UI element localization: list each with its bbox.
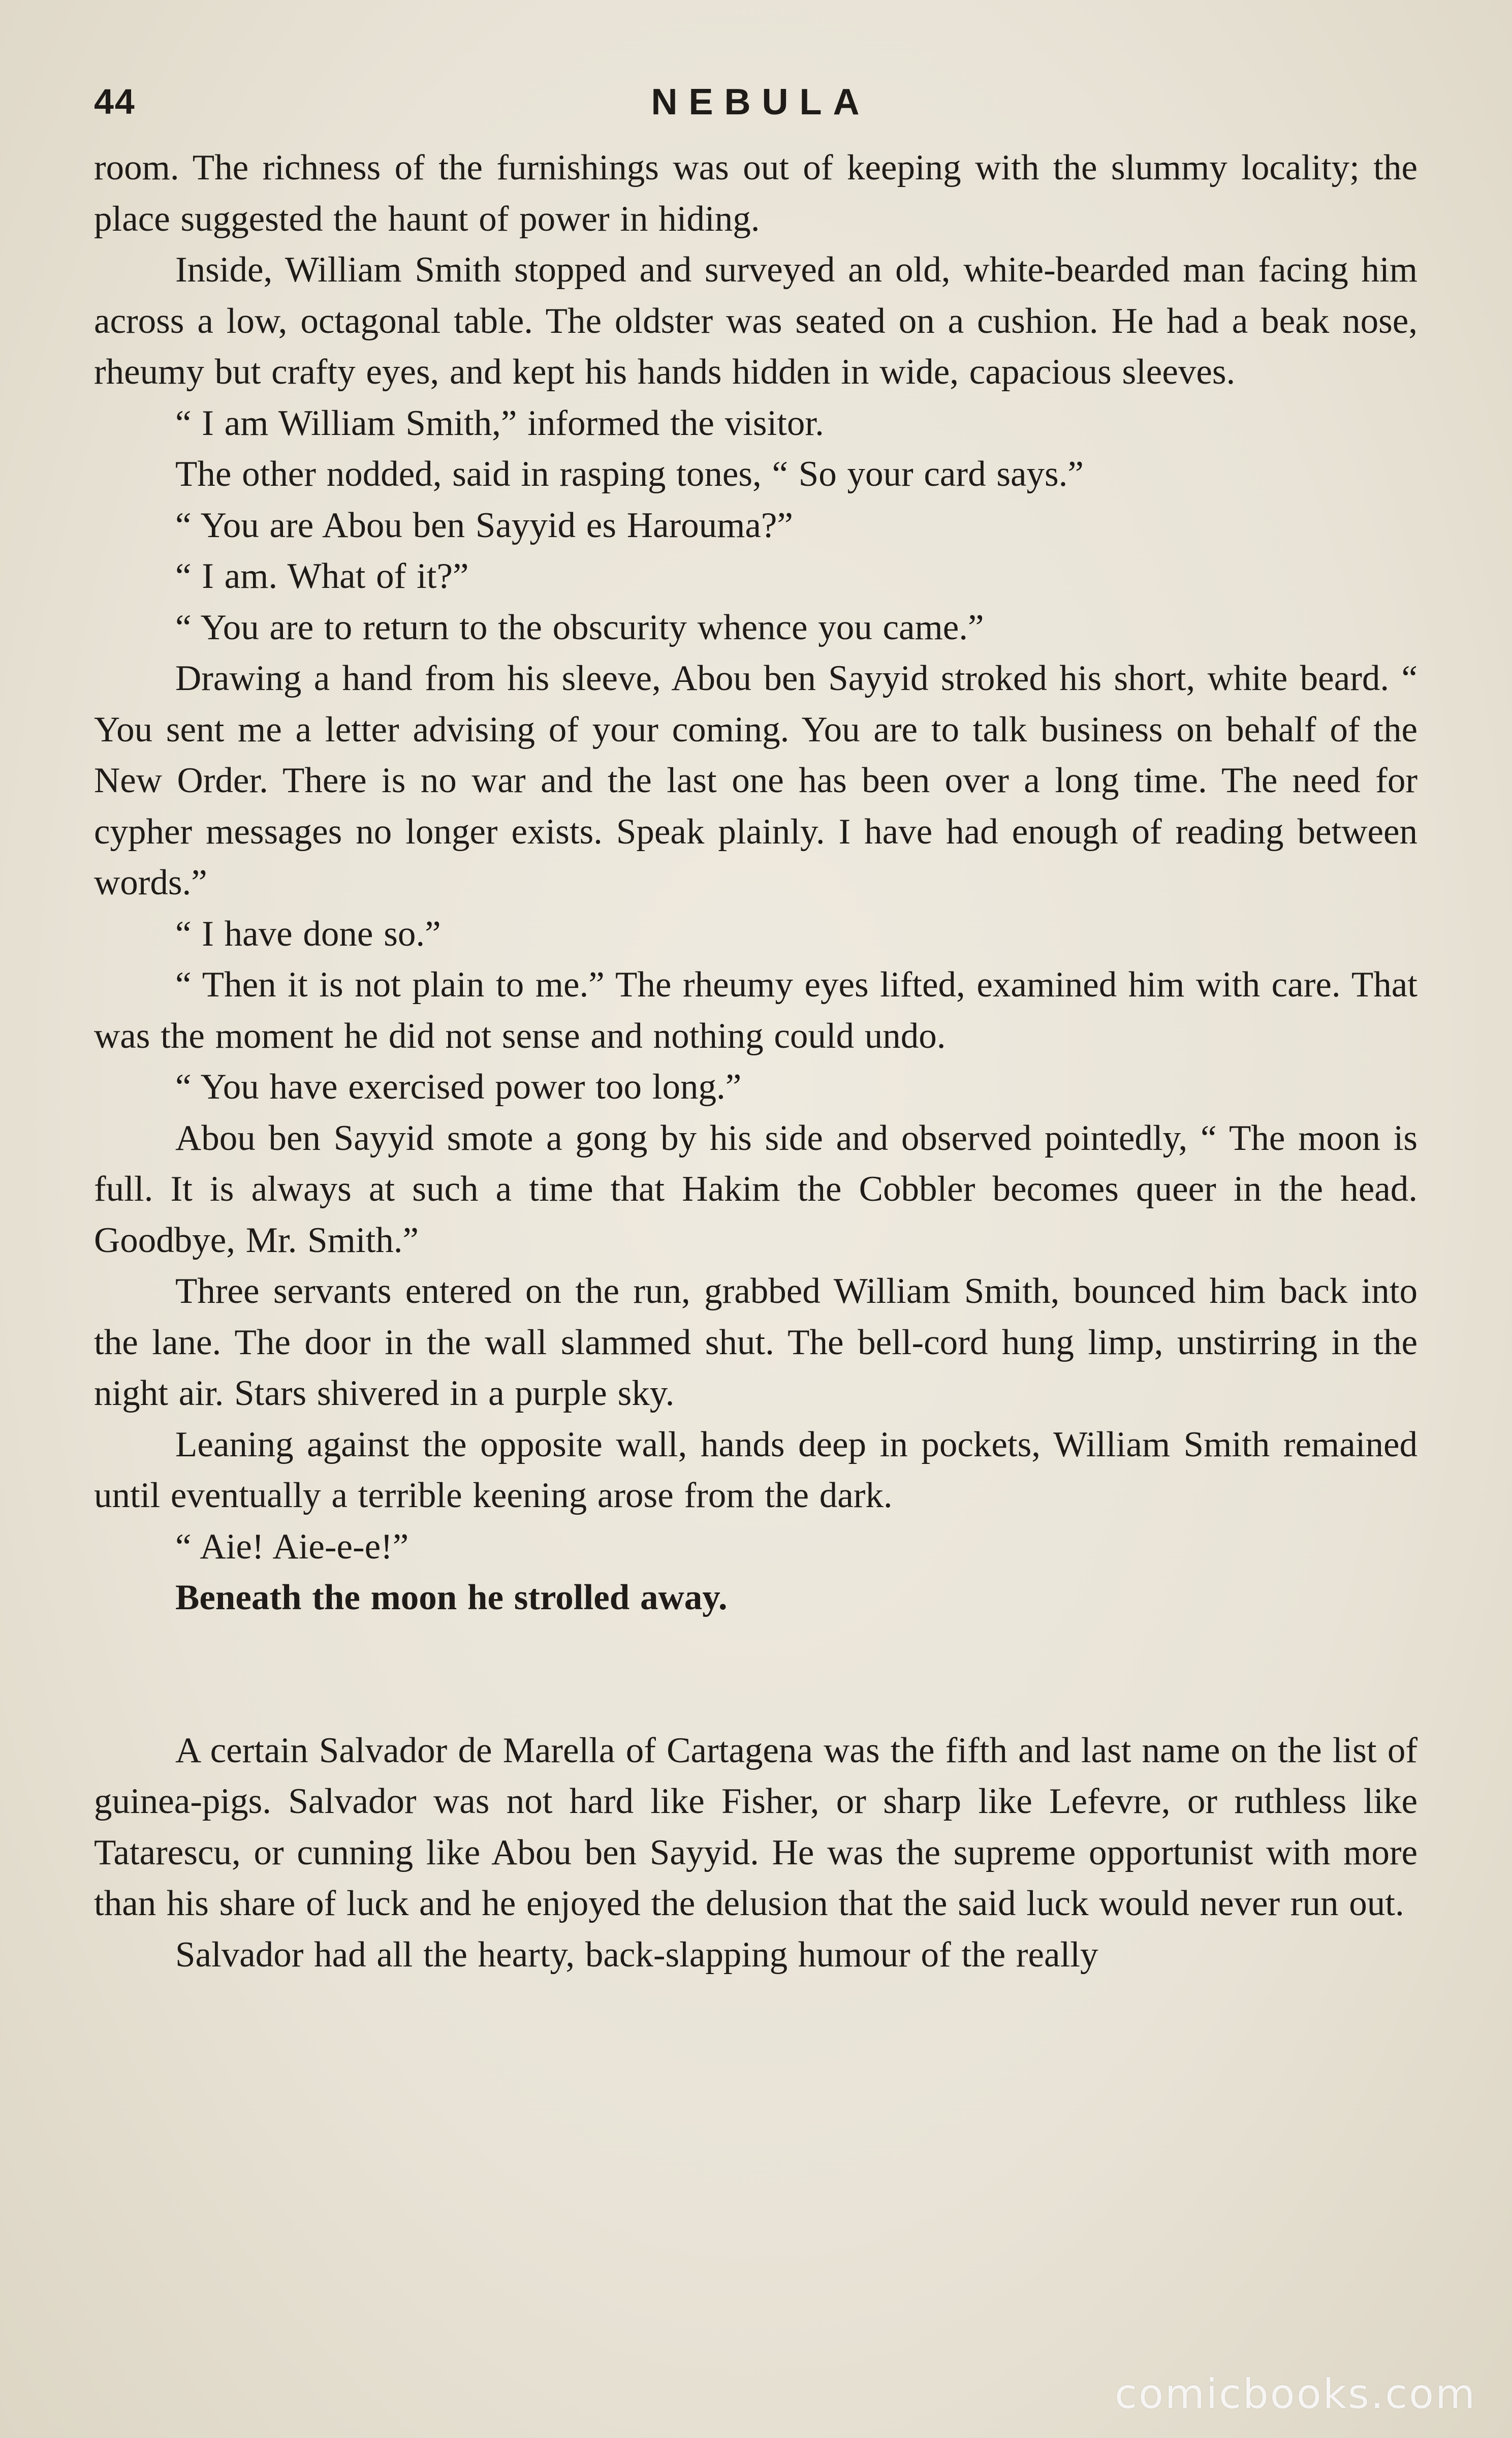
paragraph: The other nodded, said in rasping tones, “ So your card says.” (175, 454, 1084, 494)
book-page (94, 81, 1418, 1980)
section-break (94, 1623, 1418, 1725)
body-text (94, 142, 1418, 1980)
paragraph: “ I am. What of it?” (175, 556, 469, 596)
paragraph: Three servants entered on the run, grabbed William Smith, bounced him back into the lane. The door in the wall slammed shut. The bell-cord hung limp, unstirring in the night air. Stars shivered in a purple sky. (94, 1271, 1418, 1413)
paragraph: Abou ben Sayyid smote a gong by his side and observed pointedly, “ The moon is full. It is always at such a time that Hakim the Cobbler becomes queer in the head. Goodbye, Mr. Smith.” (94, 1118, 1418, 1260)
paragraph: “ Aie! Aie-e-e!” (175, 1526, 409, 1567)
paragraph: “ You are Abou ben Sayyid es Harouma?” (175, 505, 793, 545)
page-number: 44 (94, 82, 136, 121)
paragraph: “ Then it is not plain to me.” The rheumy eyes lifted, examined him with care. That was the moment he did not sense and nothing could undo. (94, 965, 1418, 1056)
paragraph: room. The richness of the furnishings was out of keeping with the slummy locality; the place suggested the haunt of power in hiding. (94, 148, 1418, 239)
paragraph: “ You are to return to the obscurity whence you came.” (175, 607, 984, 647)
paragraph: Salvador had all the hearty, back-slapping humour of the really (175, 1934, 1098, 1975)
running-head: NEBULA (651, 82, 871, 122)
paragraph: A certain Salvador de Marella of Cartagena was the fifth and last name on the list of guinea-pigs. Salvador was not hard like Fisher, or sharp like Lefevre, or ruthless like Tatarescu, or cunning like Abou ben Sayyid. He was the supreme opportunist with more than his share of luck and he enjoyed the delusion that the said luck would never run out. (94, 1730, 1418, 1923)
paragraph: Inside, William Smith stopped and surveyed an old, white-bearded man facing him across a low, octagonal table. The oldster was seated on a cushion. He had a beak nose, rheumy but crafty eyes, and kept his hands hidden in wide, capacious sleeves. (94, 250, 1418, 392)
paragraph: “ You have exercised power too long.” (175, 1067, 742, 1107)
watermark: comicbooks.com (1114, 2370, 1476, 2418)
paragraph: “ I am William Smith,” informed the visitor. (175, 403, 824, 443)
paragraph: “ I have done so.” (175, 914, 441, 954)
paragraph: Drawing a hand from his sleeve, Abou ben Sayyid stroked his short, white beard. “ You sent me a letter advising of your coming. You are to talk business on behalf of the New Order. There is no war and the last one has been over a long time. The need for cypher messages no longer exists. Speak plainly. I have had enough of reading between words.” (94, 659, 1418, 902)
paragraph: Leaning against the opposite wall, hands deep in pockets, William Smith remained until eventually a terrible keening arose from the dark. (94, 1424, 1418, 1515)
paragraph: Beneath the moon he strolled away. (175, 1578, 728, 1617)
page-header (94, 81, 1418, 142)
